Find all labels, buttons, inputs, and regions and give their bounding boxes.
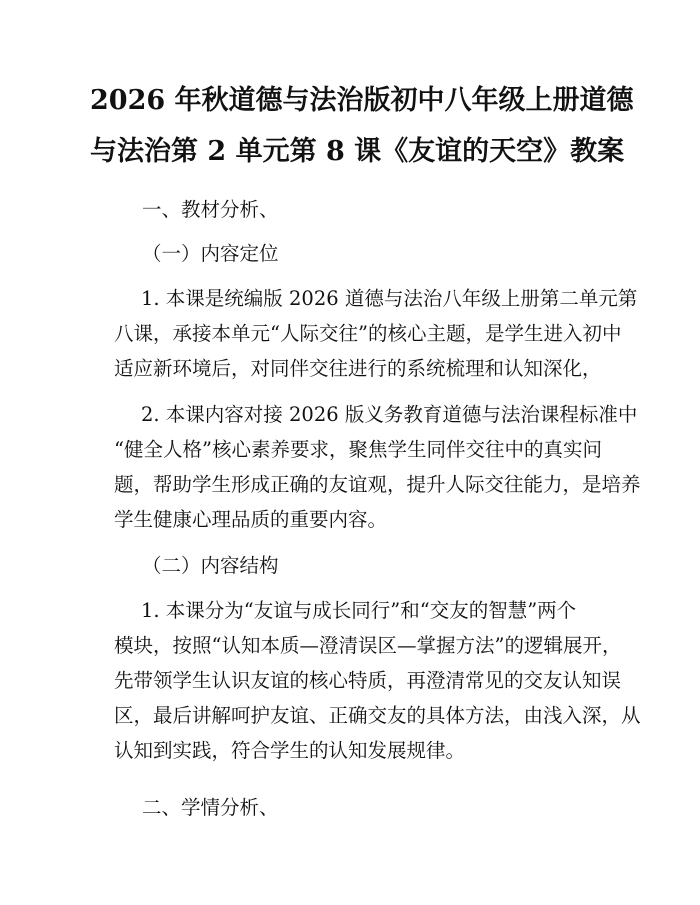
subsection-heading-content-structure: （二）内容结构 (142, 554, 279, 577)
section-heading-learner-analysis: 二、学情分析、 (142, 796, 279, 819)
paragraph-line: 认知到实践，符合学生的认知发展规律。 (114, 739, 466, 762)
paragraph-line: 区，最后讲解呵护友谊、正确交友的具体方法，由浅入深，从 (114, 704, 641, 727)
paragraph-line: 模块，按照“认知本质—澄清误区—掌握方法”的逻辑展开， (114, 634, 622, 657)
paragraph-line: 适应新环境后，对同伴交往进行的系统梳理和认知深化， (114, 357, 602, 380)
paragraph-line: 八课，承接本单元“人际交往”的核心主题，是学生进入初中 (114, 322, 622, 345)
paragraph-line: “健全人格”核心素养要求，聚焦学生同伴交往中的真实问 (114, 438, 602, 461)
paragraph-line: 1. 本课分为“友谊与成长同行”和“交友的智慧”两个 (141, 599, 577, 622)
section-heading-teaching-material-analysis: 一、教材分析、 (142, 198, 279, 221)
paragraph-line: 题，帮助学生形成正确的友谊观，提升人际交往能力，是培养 (114, 473, 641, 496)
paragraph-line: 先带领学生认识友谊的核心特质，再澄清常见的交友认知误 (114, 669, 622, 692)
document-title-line-2: 与法治第 2 单元第 8 课《友谊的天空》教案 (90, 136, 625, 167)
document-title-line-1: 2026 年秋道德与法治版初中八年级上册道德 (90, 85, 634, 116)
paragraph-line: 学生健康心理品质的重要内容。 (114, 508, 388, 531)
paragraph-line: 1. 本课是统编版 2026 道德与法治八年级上册第二单元第 (141, 287, 638, 310)
subsection-heading-content-positioning: （一）内容定位 (142, 242, 279, 265)
paragraph-line: 2. 本课内容对接 2026 版义务教育道德与法治课程标准中 (141, 403, 638, 426)
